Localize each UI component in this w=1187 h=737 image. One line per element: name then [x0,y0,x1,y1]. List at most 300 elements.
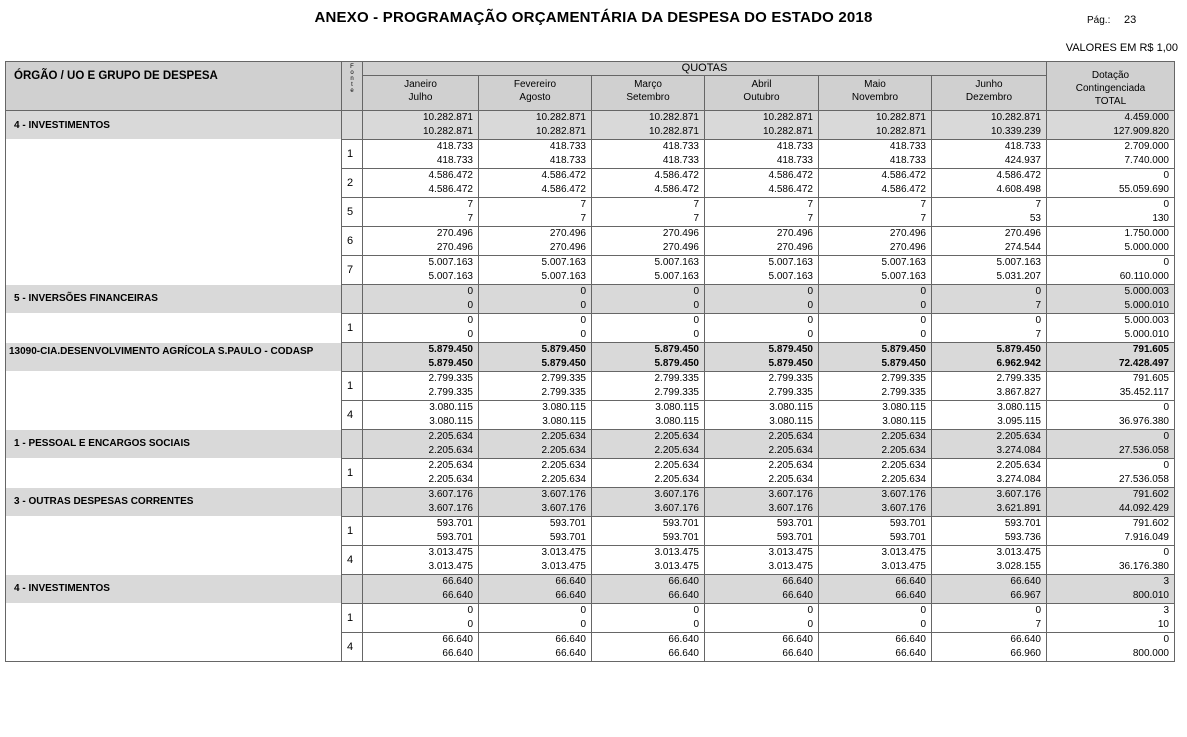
quota-cell [592,633,705,662]
value-second-half: 2.205.634 [428,474,473,485]
month-second-half: Novembro [851,92,899,103]
value-first-half: 2.799.335 [428,373,473,384]
value-second-half: 35.452.117 [1119,387,1169,398]
quota-cell [592,256,705,285]
quota-cell [932,372,1047,401]
value-second-half: 4.608.498 [996,184,1041,195]
quota-cell [479,488,592,517]
value-second-half: 5.879.450 [881,358,926,369]
quota-cell [932,575,1047,604]
fonte-row [6,459,1175,488]
value-first-half: 0 [693,315,699,326]
value-first-half: 2.205.634 [881,460,926,471]
value-first-half: 0 [1035,286,1041,297]
value-first-half: 4.586.472 [428,170,473,181]
value-first-half: 7 [467,199,473,210]
value-second-half: 66.640 [668,590,699,601]
quota-cell [363,430,479,459]
quota-cell [479,517,592,546]
group-row [6,285,1175,314]
quota-cell [479,546,592,575]
total-cell [1047,111,1175,140]
value-first-half: 7 [1035,199,1041,210]
quota-cell [363,227,479,256]
row-label: 13090-CIA.DESENVOLVIMENTO AGRÍCOLA S.PAULO - CODASP [6,343,342,372]
quota-cell [592,604,705,633]
quota-cell [819,343,932,372]
quota-cell [705,633,819,662]
fonte-code: 4 [342,633,363,662]
value-first-half: 3.080.115 [429,402,473,413]
value-second-half: 66.640 [782,590,813,601]
value-first-half: 66.640 [1010,576,1041,587]
value-first-half: 2.799.335 [541,373,586,384]
value-second-half: 593.701 [776,532,813,543]
value-second-half: 5.879.450 [428,358,473,369]
quota-cell [932,517,1047,546]
total-cell [1047,227,1175,256]
quota-cell [932,401,1047,430]
quota-cell [479,401,592,430]
value-second-half: 0 [807,619,813,630]
quota-cell [819,517,932,546]
value-second-half: 270.496 [436,242,473,253]
value-second-half: 418.733 [436,155,473,166]
quota-cell [592,575,705,604]
row-label [6,459,342,488]
value-first-half: 3.080.115 [769,402,813,413]
value-first-half: 0 [1163,257,1169,268]
quota-cell [819,227,932,256]
fonte-row [6,401,1175,430]
quota-cell [479,372,592,401]
value-first-half: 791.605 [1132,373,1169,384]
value-second-half: 7 [1035,300,1041,311]
value-first-half: 5.007.163 [428,257,473,268]
value-second-half: 6.962.942 [996,358,1041,369]
value-second-half: 10 [1157,619,1169,630]
value-first-half: 3.013.475 [996,547,1041,558]
fonte-row [6,169,1175,198]
value-first-half: 3.013.475 [428,547,473,558]
value-first-half: 0 [1035,315,1041,326]
value-first-half: 66.640 [782,634,813,645]
quota-cell [819,140,932,169]
value-first-half: 7 [580,199,586,210]
value-second-half: 800.010 [1132,590,1169,601]
quota-cell [705,459,819,488]
value-first-half: 10.282.871 [422,112,473,123]
value-second-half: 0 [580,329,586,340]
value-first-half: 3.080.115 [655,402,699,413]
value-first-half: 3.013.475 [654,547,699,558]
value-first-half: 418.733 [436,141,473,152]
value-second-half: 5.879.450 [768,358,813,369]
value-first-half: 2.205.634 [428,431,473,442]
value-second-half: 4.586.472 [541,184,586,195]
value-first-half: 2.709.000 [1124,141,1169,152]
total-cell [1047,459,1175,488]
value-first-half: 4.586.472 [996,170,1041,181]
value-first-half: 66.640 [1010,634,1041,645]
value-second-half: 0 [807,329,813,340]
total-cell [1047,372,1175,401]
value-second-half: 5.007.163 [541,271,586,282]
quota-cell [705,372,819,401]
budget-table [5,61,1175,662]
value-first-half: 0 [1163,460,1169,471]
value-first-half: 0 [693,605,699,616]
value-second-half: 0 [467,300,473,311]
row-label: 3 - OUTRAS DESPESAS CORRENTES [6,488,342,517]
total-cell [1047,517,1175,546]
quota-cell [819,198,932,227]
month-first-half: Março [634,79,662,90]
value-second-half: 7 [693,213,699,224]
quota-cell [705,488,819,517]
row-label [6,401,342,430]
value-first-half: 0 [580,605,586,616]
value-first-half: 3.080.115 [997,402,1041,413]
value-second-half: 2.205.634 [654,445,699,456]
value-first-half: 5.000.003 [1124,315,1169,326]
value-second-half: 55.059.690 [1118,184,1169,195]
row-label [6,198,342,227]
quota-cell [932,169,1047,198]
value-second-half: 5.031.207 [996,271,1041,282]
quota-cell [819,488,932,517]
value-second-half: 5.007.163 [768,271,813,282]
total-cell [1047,488,1175,517]
value-second-half: 3.028.155 [996,561,1041,572]
value-second-half: 10.282.871 [422,126,473,137]
row-label: 1 - PESSOAL E ENCARGOS SOCIAIS [6,430,342,459]
value-second-half: 2.799.335 [428,387,473,398]
row-label: 4 - INVESTIMENTOS [6,111,342,140]
quota-cell [932,459,1047,488]
quota-cell [932,604,1047,633]
fonte-row [6,227,1175,256]
quota-cell [932,314,1047,343]
quota-cell [819,575,932,604]
value-first-half: 5.879.450 [881,344,926,355]
value-second-half: 5.000.010 [1124,300,1169,311]
fonte-code: 4 [342,401,363,430]
value-first-half: 5.879.450 [768,344,813,355]
value-first-half: 0 [467,286,473,297]
value-second-half: 5.007.163 [428,271,473,282]
quota-cell [592,430,705,459]
month-second-half: Agosto [519,92,551,103]
value-first-half: 0 [920,315,926,326]
quota-cell [592,546,705,575]
value-second-half: 418.733 [889,155,926,166]
value-second-half: 3.080.115 [882,416,926,427]
quota-cell [592,517,705,546]
value-second-half: 2.205.634 [541,474,586,485]
quota-cell [479,198,592,227]
value-first-half: 593.701 [776,518,813,529]
fonte-code: 7 [342,256,363,285]
value-second-half: 7 [1035,329,1041,340]
month-second-half: Dezembro [965,92,1013,103]
value-first-half: 2.205.634 [881,431,926,442]
quota-cell [932,111,1047,140]
month-second-half: Setembro [626,92,670,103]
value-first-half: 66.640 [895,634,926,645]
value-second-half: 2.799.335 [881,387,926,398]
row-label [6,256,342,285]
total-cell [1047,604,1175,633]
quota-cell [479,140,592,169]
value-first-half: 2.205.634 [654,460,699,471]
value-first-half: 5.879.450 [996,344,1041,355]
value-second-half: 66.640 [668,648,699,659]
value-first-half: 10.282.871 [762,112,813,123]
value-second-half: 3.013.475 [768,561,813,572]
group-row [6,430,1175,459]
quota-cell [819,633,932,662]
value-second-half: 5.007.163 [881,271,926,282]
value-second-half: 2.205.634 [654,474,699,485]
value-first-half: 0 [1163,431,1169,442]
value-second-half: 593.701 [662,532,699,543]
value-first-half: 1.750.000 [1124,228,1169,239]
quota-cell [705,314,819,343]
quota-cell [705,198,819,227]
quota-cell [932,285,1047,314]
value-first-half: 270.496 [662,228,699,239]
row-label: 5 - INVERSÕES FINANCEIRAS [6,285,342,314]
value-second-half: 53 [1029,213,1041,224]
value-first-half: 791.602 [1132,518,1169,529]
row-label [6,140,342,169]
value-second-half: 4.586.472 [881,184,926,195]
value-first-half: 0 [807,315,813,326]
value-first-half: 593.701 [662,518,699,529]
value-second-half: 3.274.084 [996,445,1041,456]
fonte-code: 2 [342,169,363,198]
fonte-code: 4 [342,546,363,575]
quota-cell [932,343,1047,372]
value-first-half: 3.013.475 [541,547,586,558]
fonte-row [6,256,1175,285]
row-label [6,604,342,633]
quota-cell [592,111,705,140]
value-first-half: 2.205.634 [541,460,586,471]
quota-cell [592,401,705,430]
value-first-half: 3.080.115 [542,402,586,413]
value-first-half: 270.496 [889,228,926,239]
value-second-half: 27.536.058 [1118,474,1169,485]
value-second-half: 4.586.472 [428,184,473,195]
value-second-half: 60.110.000 [1119,271,1169,282]
value-second-half: 0 [693,329,699,340]
value-second-half: 270.496 [776,242,813,253]
quota-cell [705,140,819,169]
value-second-half: 800.000 [1132,648,1169,659]
value-second-half: 66.640 [555,590,586,601]
value-second-half: 418.733 [549,155,586,166]
quota-cell [819,285,932,314]
value-second-half: 66.640 [782,648,813,659]
values-unit-note: VALORES EM R$ 1,00 [1065,42,1178,54]
total-cell [1047,256,1175,285]
quota-cell [932,488,1047,517]
quota-cell [592,227,705,256]
value-first-half: 5.007.163 [996,257,1041,268]
value-second-half: 130 [1152,213,1169,224]
value-first-half: 0 [467,315,473,326]
month-column-header [819,76,932,111]
value-first-half: 5.007.163 [654,257,699,268]
fonte-row [6,633,1175,662]
total-cell [1047,343,1175,372]
value-first-half: 3.607.176 [881,489,926,500]
fonte-code [342,575,363,604]
value-first-half: 2.205.634 [654,431,699,442]
value-second-half: 5.000.000 [1124,242,1169,253]
value-first-half: 10.282.871 [535,112,586,123]
fonte-column-header: F o n t e [342,62,363,111]
value-first-half: 66.640 [782,576,813,587]
value-second-half: 127.909.820 [1113,126,1169,137]
value-first-half: 2.799.335 [881,373,926,384]
value-second-half: 4.586.472 [654,184,699,195]
value-second-half: 10.339.239 [990,126,1041,137]
value-first-half: 66.640 [668,576,699,587]
quota-cell [819,372,932,401]
quota-cell [363,314,479,343]
value-second-half: 72.428.497 [1118,358,1169,369]
value-second-half: 270.496 [889,242,926,253]
quota-cell [932,633,1047,662]
value-second-half: 3.080.115 [655,416,699,427]
value-first-half: 418.733 [1004,141,1041,152]
value-first-half: 5.000.003 [1124,286,1169,297]
value-second-half: 36.176.380 [1118,561,1169,572]
value-second-half: 3.607.176 [541,503,586,514]
month-first-half: Maio [864,79,886,90]
page-label: Pág.: [1087,15,1111,26]
value-second-half: 2.205.634 [768,474,813,485]
total-cell [1047,633,1175,662]
month-second-half: Outubro [743,92,780,103]
value-second-half: 7.916.049 [1124,532,1169,543]
quota-cell [819,604,932,633]
fonte-code [342,111,363,140]
value-first-half: 0 [1163,634,1169,645]
value-first-half: 2.205.634 [768,460,813,471]
value-first-half: 3.080.115 [882,402,926,413]
quota-cell [819,314,932,343]
row-label [6,169,342,198]
fonte-code: 1 [342,459,363,488]
value-first-half: 2.205.634 [996,431,1041,442]
value-second-half: 418.733 [776,155,813,166]
value-first-half: 0 [1163,199,1169,210]
value-first-half: 4.586.472 [654,170,699,181]
value-second-half: 3.867.827 [996,387,1041,398]
value-first-half: 270.496 [549,228,586,239]
value-first-half: 2.799.335 [768,373,813,384]
total-cell [1047,575,1175,604]
quota-cell [819,401,932,430]
total-cell [1047,546,1175,575]
quota-cell [479,604,592,633]
fonte-code: 6 [342,227,363,256]
month-first-half: Abril [751,79,772,90]
value-first-half: 5.007.163 [768,257,813,268]
value-first-half: 0 [467,605,473,616]
month-column-header [932,76,1047,111]
org-column-header: ÓRGÃO / UO E GRUPO DE DESPESA [6,62,342,111]
quota-cell [592,285,705,314]
quota-cell [819,459,932,488]
quota-cell [363,285,479,314]
month-column-header [705,76,819,111]
value-first-half: 0 [693,286,699,297]
value-second-half: 270.496 [549,242,586,253]
month-second-half: Julho [408,92,433,103]
value-first-half: 3.607.176 [428,489,473,500]
value-second-half: 66.640 [895,648,926,659]
value-second-half: 3.013.475 [881,561,926,572]
value-second-half: 2.205.634 [768,445,813,456]
group-row [6,488,1175,517]
page-number: 23 [1124,14,1137,26]
value-second-half: 0 [693,300,699,311]
total-column-header: Dotação Contingenciada TOTAL [1047,62,1175,111]
value-first-half: 66.640 [555,634,586,645]
value-first-half: 10.282.871 [648,112,699,123]
value-first-half: 0 [807,605,813,616]
value-first-half: 4.586.472 [541,170,586,181]
quota-cell [479,459,592,488]
value-first-half: 4.586.472 [768,170,813,181]
value-first-half: 2.205.634 [541,431,586,442]
quota-cell [363,546,479,575]
quota-cell [479,314,592,343]
quota-cell [479,343,592,372]
value-first-half: 5.879.450 [428,344,473,355]
value-first-half: 4.459.000 [1124,112,1169,123]
fonte-row [6,314,1175,343]
group-row [6,111,1175,140]
quota-cell [592,343,705,372]
value-first-half: 4.586.472 [881,170,926,181]
value-second-half: 0 [467,329,473,340]
quota-cell [363,372,479,401]
quota-cell [705,256,819,285]
value-second-half: 66.960 [1010,648,1041,659]
total-cell [1047,198,1175,227]
value-second-half: 27.536.058 [1118,445,1169,456]
quota-cell [479,227,592,256]
quota-cell [705,111,819,140]
quota-cell [705,227,819,256]
quota-cell [363,604,479,633]
quota-cell [363,140,479,169]
quota-cell [819,256,932,285]
quota-cell [932,140,1047,169]
value-second-half: 36.976.380 [1118,416,1169,427]
month-column-header [479,76,592,111]
fonte-code: 5 [342,198,363,227]
quota-cell [819,546,932,575]
value-second-half: 0 [467,619,473,630]
value-second-half: 5.007.163 [654,271,699,282]
